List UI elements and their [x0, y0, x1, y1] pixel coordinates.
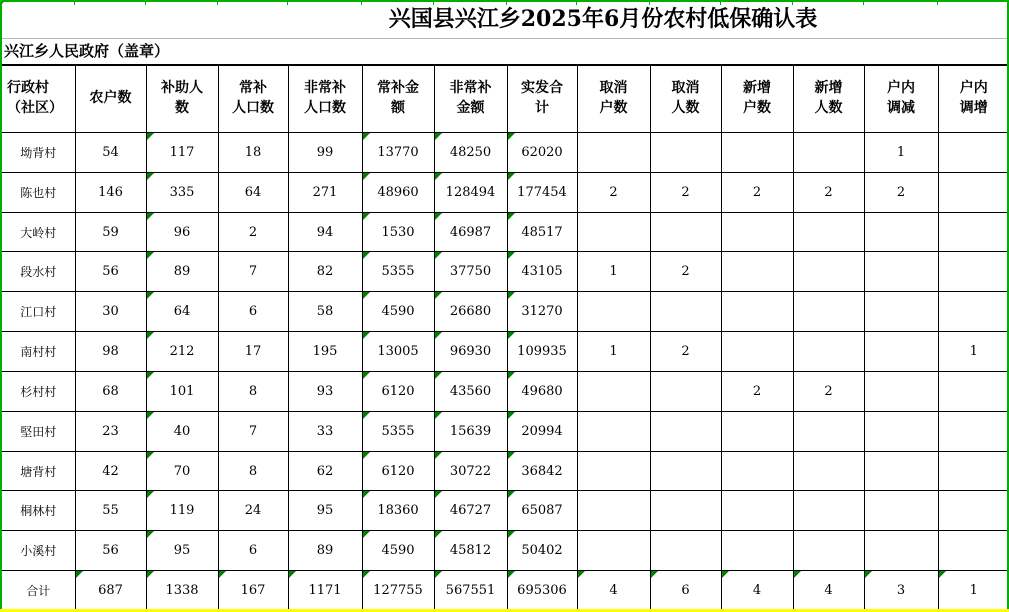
column-header[interactable]: 户内 调增: [938, 65, 1009, 133]
table-row: [1, 371, 1009, 411]
value-cell[interactable]: 1530: [362, 212, 434, 252]
cell-flag-triangle-icon: [939, 571, 946, 578]
column-header[interactable]: 非常补 金额: [434, 65, 507, 133]
value-cell[interactable]: 8: [218, 451, 288, 491]
cell-flag-triangle-icon: [147, 531, 154, 538]
value-cell[interactable]: 8: [218, 371, 288, 411]
cell-flag-triangle-icon: [435, 173, 442, 180]
value-cell[interactable]: 24: [218, 491, 288, 531]
value-cell[interactable]: [793, 451, 864, 491]
value-cell[interactable]: [650, 491, 721, 531]
gridline-tick: [287, 0, 288, 5]
column-header[interactable]: 新增 户数: [721, 65, 793, 133]
value-cell[interactable]: [793, 252, 864, 292]
value-cell[interactable]: [793, 133, 864, 173]
cell-flag-triangle-icon: [435, 412, 442, 419]
value-cell[interactable]: [938, 531, 1009, 571]
value-cell[interactable]: [577, 371, 650, 411]
cell-flag-triangle-icon: [508, 332, 515, 339]
cell-flag-triangle-icon: [147, 372, 154, 379]
cell-flag-triangle-icon: [363, 452, 370, 459]
cell-flag-triangle-icon: [363, 571, 370, 578]
cell-flag-triangle-icon: [363, 252, 370, 259]
value-cell[interactable]: [577, 451, 650, 491]
gridline-tick: [937, 0, 938, 5]
value-cell[interactable]: 5355: [362, 252, 434, 292]
value-cell[interactable]: 3: [864, 571, 938, 611]
cell-flag-triangle-icon: [722, 571, 729, 578]
value-cell[interactable]: [864, 212, 938, 252]
value-cell[interactable]: 119: [146, 491, 218, 531]
value-cell[interactable]: [577, 133, 650, 173]
value-cell[interactable]: [721, 292, 793, 332]
cell-flag-triangle-icon: [363, 133, 370, 140]
gridline-tick: [217, 0, 218, 5]
value-cell[interactable]: 4590: [362, 531, 434, 571]
gridline-tick: [720, 0, 721, 5]
value-cell[interactable]: 68: [75, 371, 146, 411]
village-name-cell[interactable]: 桐林村: [1, 491, 75, 531]
table-row: [1, 133, 1009, 173]
value-cell[interactable]: 1: [938, 332, 1009, 372]
cell-flag-triangle-icon: [435, 571, 442, 578]
value-cell[interactable]: 40: [146, 411, 218, 451]
value-cell[interactable]: 2: [218, 212, 288, 252]
cell-flag-triangle-icon: [651, 571, 658, 578]
value-cell[interactable]: [577, 292, 650, 332]
village-name-cell[interactable]: 合计: [1, 571, 75, 611]
value-cell[interactable]: 42: [75, 451, 146, 491]
value-cell[interactable]: [793, 212, 864, 252]
value-cell[interactable]: 93: [288, 371, 362, 411]
cell-flag-triangle-icon: [435, 292, 442, 299]
value-cell[interactable]: [938, 371, 1009, 411]
village-name-cell[interactable]: 江口村: [1, 292, 75, 332]
cell-flag-triangle-icon: [363, 332, 370, 339]
cell-flag-triangle-icon: [508, 491, 515, 498]
value-cell[interactable]: 43560: [434, 371, 507, 411]
value-cell[interactable]: 62020: [507, 133, 577, 173]
value-cell[interactable]: 62: [288, 451, 362, 491]
column-header[interactable]: 常补金 额: [362, 65, 434, 133]
value-cell[interactable]: [650, 133, 721, 173]
value-cell[interactable]: 6120: [362, 371, 434, 411]
cell-flag-triangle-icon: [147, 252, 154, 259]
value-cell[interactable]: 45812: [434, 531, 507, 571]
value-cell[interactable]: 7: [218, 252, 288, 292]
cell-flag-triangle-icon: [435, 491, 442, 498]
value-cell[interactable]: 7: [218, 411, 288, 451]
cell-flag-triangle-icon: [363, 173, 370, 180]
cell-flag-triangle-icon: [147, 332, 154, 339]
value-cell[interactable]: 99: [288, 133, 362, 173]
cell-flag-triangle-icon: [363, 372, 370, 379]
village-name-cell[interactable]: 堅田村: [1, 411, 75, 451]
table-row: [1, 411, 1009, 451]
cell-flag-triangle-icon: [363, 292, 370, 299]
cell-flag-triangle-icon: [147, 452, 154, 459]
cell-flag-triangle-icon: [578, 571, 585, 578]
value-cell[interactable]: [938, 212, 1009, 252]
table-row: [1, 332, 1009, 372]
cell-flag-triangle-icon: [363, 491, 370, 498]
value-cell[interactable]: 20994: [507, 411, 577, 451]
value-cell[interactable]: 96: [146, 212, 218, 252]
value-cell[interactable]: 18: [218, 133, 288, 173]
value-cell[interactable]: 13770: [362, 133, 434, 173]
value-cell[interactable]: [650, 371, 721, 411]
cell-flag-triangle-icon: [508, 571, 515, 578]
village-name-cell[interactable]: 南村村: [1, 332, 75, 372]
value-cell[interactable]: 1: [577, 252, 650, 292]
value-cell[interactable]: 101: [146, 371, 218, 411]
value-cell[interactable]: 94: [288, 212, 362, 252]
cell-flag-triangle-icon: [147, 491, 154, 498]
value-cell[interactable]: [650, 411, 721, 451]
stamp-line[interactable]: 兴江乡人民政府（盖章）: [4, 42, 170, 60]
cell-flag-triangle-icon: [508, 213, 515, 220]
value-cell[interactable]: 89: [288, 531, 362, 571]
value-cell[interactable]: [577, 411, 650, 451]
cell-flag-triangle-icon: [435, 213, 442, 220]
gridline-tick: [649, 0, 650, 5]
value-cell[interactable]: 335: [146, 172, 218, 212]
village-name-cell[interactable]: 段水村: [1, 252, 75, 292]
table-row: [1, 531, 1009, 571]
value-cell[interactable]: 48517: [507, 212, 577, 252]
value-cell[interactable]: [721, 212, 793, 252]
value-cell[interactable]: 43105: [507, 252, 577, 292]
column-header[interactable]: 非常补 人口数: [288, 65, 362, 133]
gridline-tick: [433, 0, 434, 5]
value-cell[interactable]: 56: [75, 252, 146, 292]
table-row: [1, 451, 1009, 491]
value-cell[interactable]: [793, 292, 864, 332]
value-cell[interactable]: 128494: [434, 172, 507, 212]
cell-flag-triangle-icon: [508, 173, 515, 180]
value-cell[interactable]: 5355: [362, 411, 434, 451]
value-cell[interactable]: 1: [938, 571, 1009, 611]
value-cell[interactable]: [721, 332, 793, 372]
value-cell[interactable]: 6: [650, 571, 721, 611]
cell-flag-triangle-icon: [435, 252, 442, 259]
gridline-tick: [361, 0, 362, 5]
village-name-cell[interactable]: 陈也村: [1, 172, 75, 212]
value-cell[interactable]: 64: [218, 172, 288, 212]
value-cell[interactable]: [721, 451, 793, 491]
cell-flag-triangle-icon: [508, 412, 515, 419]
value-cell[interactable]: [938, 411, 1009, 451]
column-header[interactable]: 常补 人口数: [218, 65, 288, 133]
value-cell[interactable]: [577, 531, 650, 571]
cell-flag-triangle-icon: [508, 372, 515, 379]
cell-flag-triangle-icon: [289, 571, 296, 578]
value-cell[interactable]: 2: [793, 172, 864, 212]
value-cell[interactable]: [864, 332, 938, 372]
value-cell[interactable]: 58: [288, 292, 362, 332]
cell-flag-triangle-icon: [147, 292, 154, 299]
value-cell[interactable]: 2: [577, 172, 650, 212]
column-header[interactable]: 户内 调减: [864, 65, 938, 133]
table-row: [1, 571, 1009, 611]
value-cell[interactable]: [938, 491, 1009, 531]
value-cell[interactable]: 18360: [362, 491, 434, 531]
value-cell[interactable]: 89: [146, 252, 218, 292]
value-cell[interactable]: 31270: [507, 292, 577, 332]
value-cell[interactable]: 4: [577, 571, 650, 611]
value-cell[interactable]: 6120: [362, 451, 434, 491]
value-cell[interactable]: 33: [288, 411, 362, 451]
value-cell[interactable]: 177454: [507, 172, 577, 212]
value-cell[interactable]: 1: [577, 332, 650, 372]
value-cell[interactable]: 127755: [362, 571, 434, 611]
cell-flag-triangle-icon: [794, 571, 801, 578]
value-cell[interactable]: [650, 292, 721, 332]
value-cell[interactable]: 49680: [507, 371, 577, 411]
value-cell[interactable]: 4: [793, 571, 864, 611]
column-header[interactable]: 农户数: [75, 65, 146, 133]
column-header[interactable]: 取消 人数: [650, 65, 721, 133]
value-cell[interactable]: 1171: [288, 571, 362, 611]
value-cell[interactable]: [938, 172, 1009, 212]
value-cell[interactable]: 4: [721, 571, 793, 611]
value-cell[interactable]: 1: [864, 133, 938, 173]
column-header[interactable]: 新增 人数: [793, 65, 864, 133]
table-row: [1, 212, 1009, 252]
village-name-cell[interactable]: 坳背村: [1, 133, 75, 173]
cell-flag-triangle-icon: [435, 531, 442, 538]
value-cell[interactable]: [721, 133, 793, 173]
value-cell[interactable]: 70: [146, 451, 218, 491]
value-cell[interactable]: 6: [218, 531, 288, 571]
cell-flag-triangle-icon: [435, 452, 442, 459]
value-cell[interactable]: [793, 332, 864, 372]
value-cell[interactable]: 96930: [434, 332, 507, 372]
cell-flag-triangle-icon: [435, 372, 442, 379]
value-cell[interactable]: 95: [288, 491, 362, 531]
cell-flag-triangle-icon: [147, 133, 154, 140]
value-cell[interactable]: [650, 531, 721, 571]
value-cell[interactable]: [793, 531, 864, 571]
value-cell[interactable]: 65087: [507, 491, 577, 531]
value-cell[interactable]: 46727: [434, 491, 507, 531]
value-cell[interactable]: 48960: [362, 172, 434, 212]
value-cell[interactable]: 17: [218, 332, 288, 372]
value-cell[interactable]: 23: [75, 411, 146, 451]
cell-flag-triangle-icon: [508, 452, 515, 459]
cell-flag-triangle-icon: [865, 571, 872, 578]
village-name-cell[interactable]: 杉村村: [1, 371, 75, 411]
gridline-tick: [863, 0, 864, 5]
value-cell[interactable]: [650, 212, 721, 252]
table-row: [1, 491, 1009, 531]
value-cell[interactable]: 2: [650, 332, 721, 372]
value-cell[interactable]: [864, 451, 938, 491]
cell-flag-triangle-icon: [363, 412, 370, 419]
gridline-tick: [506, 0, 507, 5]
value-cell[interactable]: 82: [288, 252, 362, 292]
value-cell[interactable]: 195: [288, 332, 362, 372]
value-cell[interactable]: [721, 411, 793, 451]
cell-flag-triangle-icon: [363, 531, 370, 538]
value-cell[interactable]: 30: [75, 292, 146, 332]
value-cell[interactable]: [864, 371, 938, 411]
table-row: [1, 252, 1009, 292]
value-cell[interactable]: [938, 451, 1009, 491]
gridline-tick: [74, 0, 75, 5]
value-cell[interactable]: 50402: [507, 531, 577, 571]
cell-flag-triangle-icon: [508, 531, 515, 538]
column-header[interactable]: 取消 户数: [577, 65, 650, 133]
cell-flag-triangle-icon: [508, 252, 515, 259]
value-cell[interactable]: 695306: [507, 571, 577, 611]
value-cell[interactable]: 95: [146, 531, 218, 571]
village-name-cell[interactable]: 塘背村: [1, 451, 75, 491]
header-row: [1, 65, 1009, 133]
value-cell[interactable]: 37750: [434, 252, 507, 292]
value-cell[interactable]: [721, 252, 793, 292]
sheet-title[interactable]: 兴国县兴江乡2025年6月份农村低保确认表: [388, 6, 818, 32]
value-cell[interactable]: [864, 292, 938, 332]
value-cell[interactable]: 2: [721, 172, 793, 212]
value-cell[interactable]: [864, 531, 938, 571]
value-cell[interactable]: 55: [75, 491, 146, 531]
cell-flag-triangle-icon: [219, 571, 226, 578]
value-cell[interactable]: [577, 491, 650, 531]
value-cell[interactable]: [650, 451, 721, 491]
cell-flag-triangle-icon: [147, 173, 154, 180]
cell-flag-triangle-icon: [508, 292, 515, 299]
sheet-corner-mark: [0, 0, 6, 6]
value-cell[interactable]: [793, 491, 864, 531]
gridline-tick: [145, 0, 146, 5]
value-cell[interactable]: [864, 252, 938, 292]
gridline-tick: [792, 0, 793, 5]
value-cell[interactable]: 56: [75, 531, 146, 571]
cell-flag-triangle-icon: [363, 213, 370, 220]
value-cell[interactable]: [938, 292, 1009, 332]
value-cell[interactable]: 2: [650, 172, 721, 212]
value-cell[interactable]: 109935: [507, 332, 577, 372]
value-cell[interactable]: 2: [721, 371, 793, 411]
table-row: [1, 172, 1009, 212]
value-cell[interactable]: [864, 491, 938, 531]
value-cell[interactable]: 2: [650, 252, 721, 292]
value-cell[interactable]: [577, 212, 650, 252]
table-row: [1, 292, 1009, 332]
village-name-cell[interactable]: 大岭村: [1, 212, 75, 252]
value-cell[interactable]: 146: [75, 172, 146, 212]
value-cell[interactable]: 26680: [434, 292, 507, 332]
value-cell[interactable]: 687: [75, 571, 146, 611]
value-cell[interactable]: 15639: [434, 411, 507, 451]
value-cell[interactable]: [938, 252, 1009, 292]
value-cell[interactable]: 46987: [434, 212, 507, 252]
value-cell[interactable]: 13005: [362, 332, 434, 372]
value-cell[interactable]: [864, 411, 938, 451]
value-cell[interactable]: 36842: [507, 451, 577, 491]
welfare-table: [0, 64, 1009, 612]
cell-flag-triangle-icon: [76, 571, 83, 578]
value-cell[interactable]: [721, 531, 793, 571]
value-cell[interactable]: 167: [218, 571, 288, 611]
cell-flag-triangle-icon: [147, 412, 154, 419]
value-cell[interactable]: [721, 491, 793, 531]
sheet-gridline-left: [0, 0, 2, 612]
cell-flag-triangle-icon: [435, 332, 442, 339]
table-body: [1, 133, 1009, 612]
value-cell[interactable]: 2: [864, 172, 938, 212]
value-cell[interactable]: 567551: [434, 571, 507, 611]
cell-flag-triangle-icon: [435, 133, 442, 140]
value-cell[interactable]: 64: [146, 292, 218, 332]
value-cell[interactable]: 6: [218, 292, 288, 332]
value-cell[interactable]: [793, 411, 864, 451]
cell-flag-triangle-icon: [147, 571, 154, 578]
column-header[interactable]: 行政村 （社区）: [1, 65, 75, 133]
value-cell[interactable]: 48250: [434, 133, 507, 173]
cell-flag-triangle-icon: [508, 133, 515, 140]
value-cell[interactable]: 271: [288, 172, 362, 212]
value-cell[interactable]: 1338: [146, 571, 218, 611]
village-name-cell[interactable]: 小溪村: [1, 531, 75, 571]
column-header[interactable]: 实发合 计: [507, 65, 577, 133]
value-cell[interactable]: 2: [793, 371, 864, 411]
value-cell[interactable]: 212: [146, 332, 218, 372]
value-cell[interactable]: 4590: [362, 292, 434, 332]
value-cell[interactable]: 59: [75, 212, 146, 252]
gridline-tick: [576, 0, 577, 5]
column-header[interactable]: 补助人 数: [146, 65, 218, 133]
value-cell[interactable]: [938, 133, 1009, 173]
sheet-gridline-top: [0, 0, 1009, 2]
cell-flag-triangle-icon: [147, 213, 154, 220]
value-cell[interactable]: 54: [75, 133, 146, 173]
value-cell[interactable]: 30722: [434, 451, 507, 491]
value-cell[interactable]: 98: [75, 332, 146, 372]
value-cell[interactable]: 117: [146, 133, 218, 173]
